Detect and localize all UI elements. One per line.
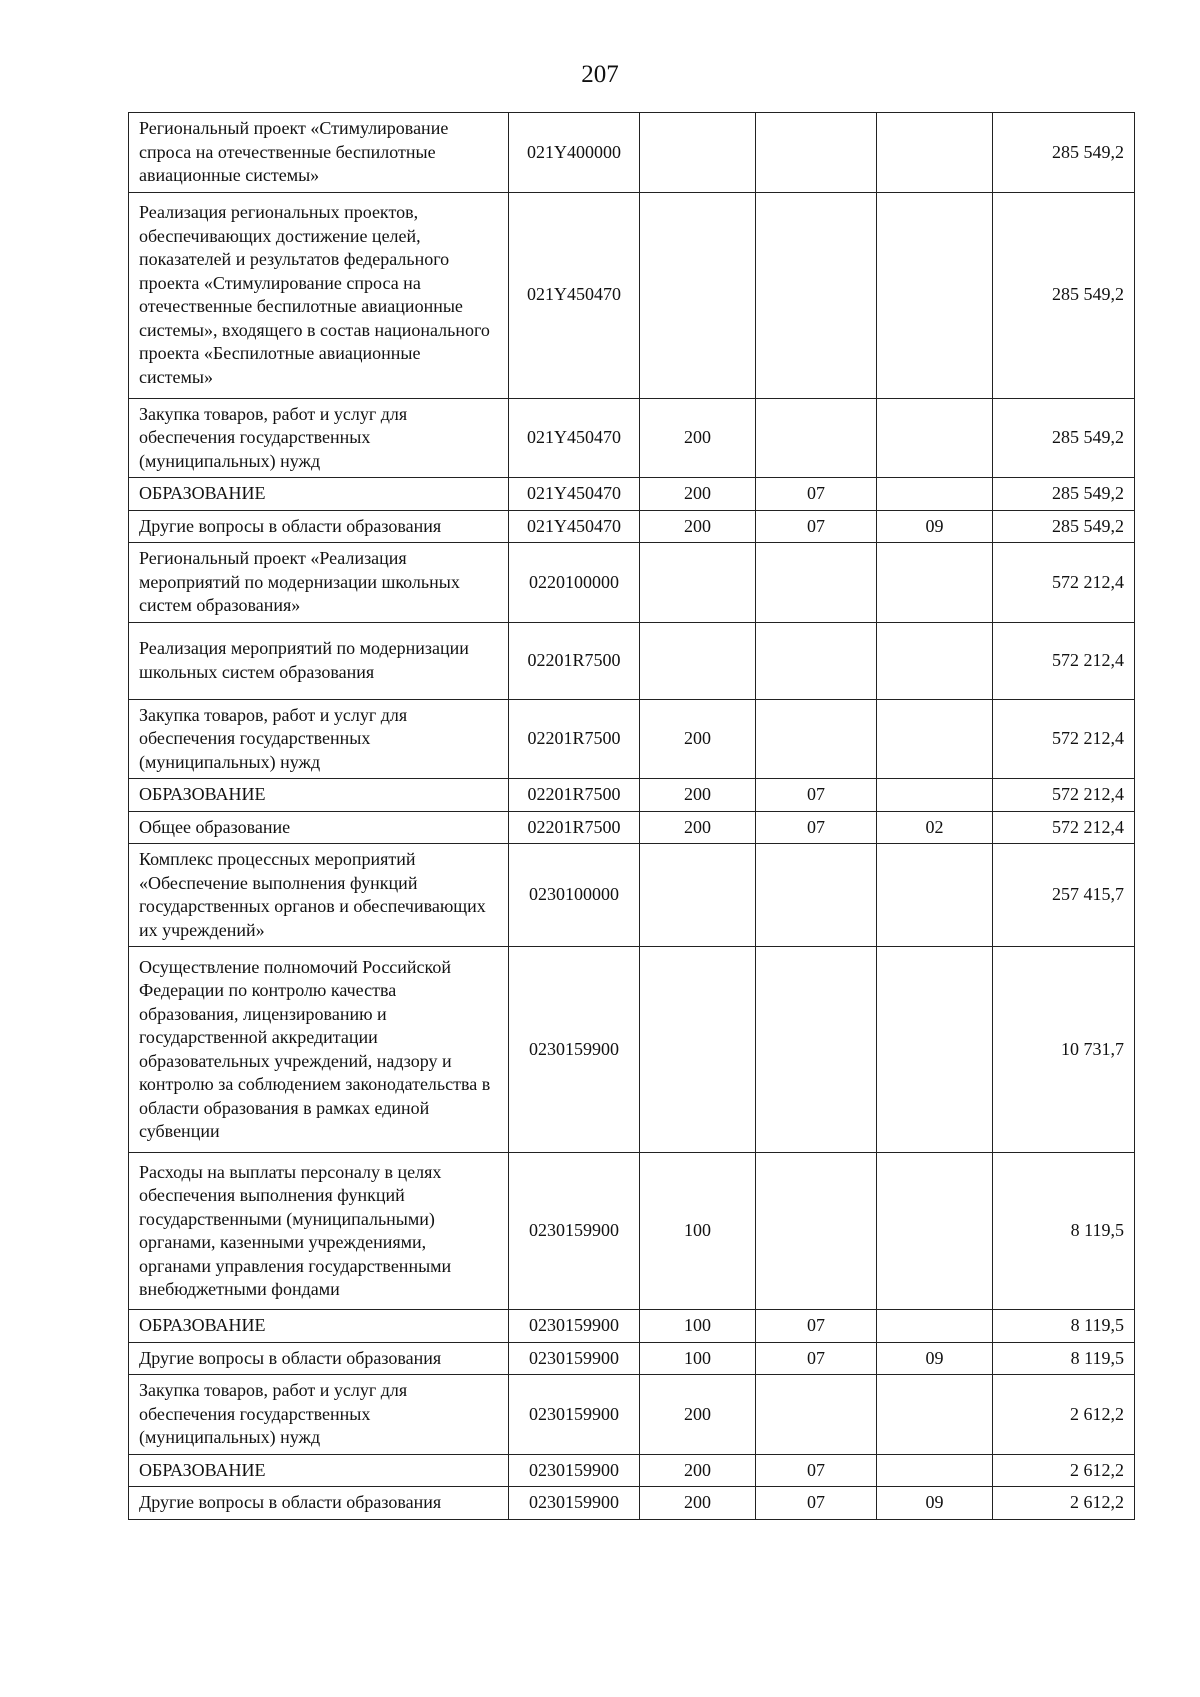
table-row (129, 1310, 1135, 1343)
row-section (756, 113, 877, 193)
row-sum: 10 731,7 (993, 947, 1135, 1153)
row-expense-type: 200 (640, 478, 756, 511)
row-subsection (877, 478, 993, 511)
row-expense-type: 200 (640, 1454, 756, 1487)
row-name: Осуществление полномочий Российской Федерации по контролю качества образования, лицензированию и государственной аккредитации образовательных учреждений, надзору и контролю за соблюдением законодательства в области образования в рамках единой субвенции (129, 947, 509, 1153)
row-section (756, 947, 877, 1153)
row-name: Закупка товаров, работ и услуг для обеспечения государственных (муниципальных) нужд (129, 398, 509, 478)
row-code: 0230159900 (509, 1342, 640, 1375)
row-section (756, 192, 877, 398)
table-row (129, 478, 1135, 511)
row-sum: 572 212,4 (993, 779, 1135, 812)
row-code: 0230159900 (509, 1454, 640, 1487)
row-name: Другие вопросы в области образования (129, 510, 509, 543)
table-row (129, 113, 1135, 193)
table-row (129, 543, 1135, 623)
row-subsection (877, 1310, 993, 1343)
row-section (756, 622, 877, 699)
row-subsection: 09 (877, 510, 993, 543)
row-sum: 257 415,7 (993, 844, 1135, 947)
row-code: 02201R7500 (509, 811, 640, 844)
row-name: ОБРАЗОВАНИЕ (129, 1310, 509, 1343)
row-code: 0230159900 (509, 947, 640, 1153)
table-row (129, 844, 1135, 947)
row-name: Закупка товаров, работ и услуг для обеспечения государственных (муниципальных) нужд (129, 1375, 509, 1455)
row-sum: 285 549,2 (993, 398, 1135, 478)
row-name: Реализация мероприятий по модернизации школьных систем образования (129, 622, 509, 699)
row-expense-type (640, 622, 756, 699)
row-subsection (877, 192, 993, 398)
row-name: Другие вопросы в области образования (129, 1487, 509, 1520)
budget-table (128, 112, 1135, 1520)
row-subsection (877, 1153, 993, 1310)
row-expense-type: 200 (640, 1487, 756, 1520)
row-code: 021Y450470 (509, 192, 640, 398)
table-row (129, 622, 1135, 699)
row-code: 02201R7500 (509, 779, 640, 812)
row-section: 07 (756, 1342, 877, 1375)
row-name: Расходы на выплаты персоналу в целях обеспечения выполнения функций государственными (муниципальными) органами, казенными учреждениями, органами управления государственными внебюджетными фондами (129, 1153, 509, 1310)
table-row (129, 1454, 1135, 1487)
table-row (129, 1153, 1135, 1310)
row-code: 021Y450470 (509, 478, 640, 511)
row-expense-type: 200 (640, 510, 756, 543)
row-code: 02201R7500 (509, 699, 640, 779)
row-sum: 8 119,5 (993, 1310, 1135, 1343)
row-sum: 572 212,4 (993, 811, 1135, 844)
row-name: Закупка товаров, работ и услуг для обеспечения государственных (муниципальных) нужд (129, 699, 509, 779)
row-code: 0230159900 (509, 1153, 640, 1310)
page-number: 207 (581, 61, 619, 88)
row-sum: 572 212,4 (993, 622, 1135, 699)
row-code: 0220100000 (509, 543, 640, 623)
row-code: 0230159900 (509, 1487, 640, 1520)
row-expense-type: 200 (640, 398, 756, 478)
row-subsection: 09 (877, 1487, 993, 1520)
table-row (129, 192, 1135, 398)
row-code: 021Y450470 (509, 398, 640, 478)
row-code: 021Y400000 (509, 113, 640, 193)
table-row (129, 1487, 1135, 1520)
row-subsection: 09 (877, 1342, 993, 1375)
table-row (129, 779, 1135, 812)
row-sum: 8 119,5 (993, 1342, 1135, 1375)
table-row (129, 1342, 1135, 1375)
row-sum: 572 212,4 (993, 699, 1135, 779)
row-section: 07 (756, 1454, 877, 1487)
row-expense-type: 200 (640, 779, 756, 812)
row-subsection: 02 (877, 811, 993, 844)
row-sum: 2 612,2 (993, 1375, 1135, 1455)
row-name: ОБРАЗОВАНИЕ (129, 1454, 509, 1487)
row-subsection (877, 699, 993, 779)
row-name: Комплекс процессных мероприятий «Обеспечение выполнения функций государственных органов и обеспечивающих их учреждений» (129, 844, 509, 947)
row-sum: 285 549,2 (993, 510, 1135, 543)
row-code: 0230159900 (509, 1375, 640, 1455)
row-expense-type (640, 947, 756, 1153)
row-subsection (877, 1454, 993, 1487)
row-expense-type: 100 (640, 1342, 756, 1375)
row-expense-type (640, 192, 756, 398)
row-sum: 8 119,5 (993, 1153, 1135, 1310)
row-subsection (877, 947, 993, 1153)
row-subsection (877, 844, 993, 947)
row-section (756, 543, 877, 623)
row-sum: 2 612,2 (993, 1487, 1135, 1520)
row-expense-type: 200 (640, 811, 756, 844)
row-name: Региональный проект «Реализация мероприятий по модернизации школьных систем образования» (129, 543, 509, 623)
row-subsection (877, 779, 993, 812)
row-code: 0230159900 (509, 1310, 640, 1343)
row-code: 02201R7500 (509, 622, 640, 699)
row-section (756, 1153, 877, 1310)
row-expense-type: 200 (640, 699, 756, 779)
row-expense-type (640, 844, 756, 947)
row-subsection (877, 113, 993, 193)
row-section (756, 844, 877, 947)
row-section: 07 (756, 478, 877, 511)
row-name: ОБРАЗОВАНИЕ (129, 478, 509, 511)
row-name: Региональный проект «Стимулирование спроса на отечественные беспилотные авиационные системы» (129, 113, 509, 193)
row-section: 07 (756, 510, 877, 543)
row-expense-type: 200 (640, 1375, 756, 1455)
row-sum: 285 549,2 (993, 478, 1135, 511)
row-name: Общее образование (129, 811, 509, 844)
budget-table-body (129, 113, 1135, 1520)
row-section: 07 (756, 779, 877, 812)
table-row (129, 699, 1135, 779)
row-sum: 285 549,2 (993, 113, 1135, 193)
row-section (756, 398, 877, 478)
table-row (129, 510, 1135, 543)
table-row (129, 947, 1135, 1153)
table-row (129, 1375, 1135, 1455)
row-subsection (877, 398, 993, 478)
row-code: 021Y450470 (509, 510, 640, 543)
row-sum: 2 612,2 (993, 1454, 1135, 1487)
row-name: Реализация региональных проектов, обеспечивающих достижение целей, показателей и результатов федерального проекта «Стимулирование спроса на отечественные беспилотные авиационные системы», входящего в состав национального проекта «Беспилотные авиационные системы» (129, 192, 509, 398)
row-subsection (877, 622, 993, 699)
row-subsection (877, 543, 993, 623)
table-row (129, 811, 1135, 844)
row-name: ОБРАЗОВАНИЕ (129, 779, 509, 812)
row-section: 07 (756, 811, 877, 844)
row-expense-type: 100 (640, 1153, 756, 1310)
row-name: Другие вопросы в области образования (129, 1342, 509, 1375)
row-section: 07 (756, 1310, 877, 1343)
row-expense-type (640, 543, 756, 623)
row-sum: 285 549,2 (993, 192, 1135, 398)
row-expense-type: 100 (640, 1310, 756, 1343)
row-section (756, 1375, 877, 1455)
table-row (129, 398, 1135, 478)
row-expense-type (640, 113, 756, 193)
row-subsection (877, 1375, 993, 1455)
row-code: 0230100000 (509, 844, 640, 947)
row-section (756, 699, 877, 779)
row-section: 07 (756, 1487, 877, 1520)
row-sum: 572 212,4 (993, 543, 1135, 623)
